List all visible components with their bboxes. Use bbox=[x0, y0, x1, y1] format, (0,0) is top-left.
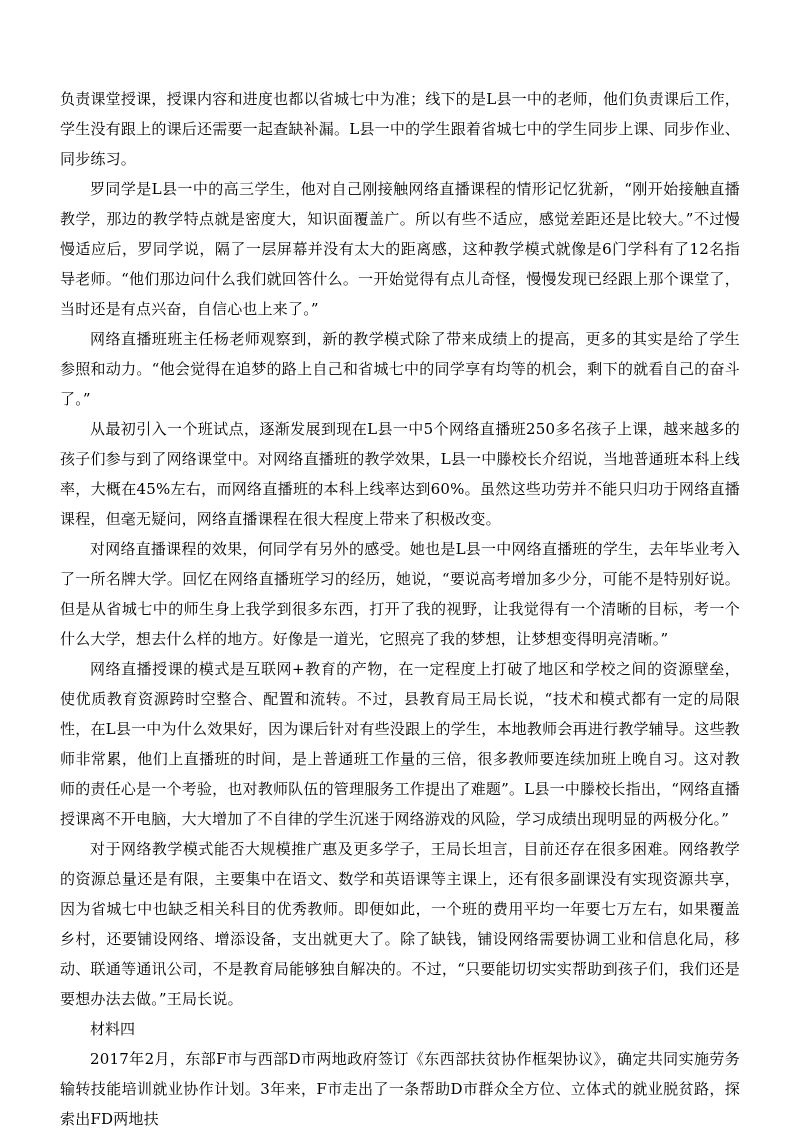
paragraph-luo-student: 罗同学是L县一中的高三学生，他对自己刚接触网络直播课程的情形记忆犹新，“刚开始接触直播教学，那边的教学特点就是密度大，知识面覆盖广。所以有些不适应，感觉差距还是比较大。”不过慢慢适应后，罗同学说，隔了一层屏幕并没有太大的距离感，这种教学模式就像是6门学科有了12名指导老师。“他们那边问什么我们就回答什么。一开始觉得有点儿奇怪，慢慢发现已经跟上那个课堂了，当时还是有点兴奋，自信心也上来了。” bbox=[60, 180, 740, 318]
paragraph-difficulties: 对于网络教学模式能否大规模推广惠及更多学子，王局长坦言，目前还存在很多困难。网络教学的资源总量还是有限，主要集中在语文、数学和英语课等主课上，还有很多副课没有实现资源共享，因为省城七中也缺乏相关科目的优秀教师。即便如此，一个班的费用平均一年要七万左右，如果覆盖乡村，还要铺设网络、增添设备，支出就更大了。除了缺钱，铺设网络需要协调工业和信息化局，移动、联通等通讯公司，不是教育局能够独自解决的。不过，“只要能切切实实帮助到孩子们，我们还是要想办法去做。”王局长说。 bbox=[60, 840, 740, 1008]
paragraph-material-four: 2017年2月，东部F市与西部D市两地政府签订《东西部扶贫协作框架协议》，确定共同实施劳务输转技能培训就业协作计划。3年来，F市走出了一条帮助D市群众全方位、立体式的就业脱贫路，探索出FD两地扶 bbox=[60, 1050, 740, 1128]
paragraph-he-student: 对网络直播课程的效果，何同学有另外的感受。她也是L县一中网络直播班的学生，去年毕业考入了一所名牌大学。回忆在网络直播班学习的经历，她说，“要说高考增加多少分，可能不是特别好说。但是从省城七中的师生身上我学到很多东西，打开了我的视野，让我觉得有一个清晰的目标，考一个什么大学，想去什么样的地方。好像是一道光，它照亮了我的梦想，让梦想变得明亮清晰。” bbox=[60, 540, 740, 648]
paragraph-teacher-yang: 网络直播班班主任杨老师观察到，新的教学模式除了带来成绩上的提高，更多的其实是给了学生参照和动力。“他会觉得在追梦的路上自己和省城七中的同学享有均等的机会，剩下的就看自己的奋斗了。” bbox=[60, 330, 740, 408]
document-page bbox=[60, 84, 740, 1134]
paragraph-internet-education: 网络直播授课的模式是互联网+教育的产物，在一定程度上打破了地区和学校之间的资源壁垒，使优质教育资源跨时空整合、配置和流转。不过，县教育局王局长说，“技术和模式都有一定的局限性，在L县一中为什么效果好，因为课后针对有些没跟上的学生，本地教师会再进行教学辅导。这些教师非常累，他们上直播班的时间，是上普通班工作量的三倍，很多教师要连续加班上晚自习。这对教师的责任心是一个考验，也对教师队伍的管理服务工作提出了难题”。L县一中滕校长指出，“网络直播授课离不开电脑，大大增加了不自律的学生沉迷于网络游戏的风险，学习成绩出现明显的两极分化。” bbox=[60, 660, 740, 828]
paragraph-pilot-expansion: 从最初引入一个班试点，逐渐发展到现在L县一中5个网络直播班250多名孩子上课，越来越多的孩子们参与到了网络课堂中。对网络直播班的教学效果，L县一中滕校长介绍说，当地普通班本科上线率，大概在45%左右，而网络直播班的本科上线率达到60%。虽然这些功劳并不能只归功于网络直播课程，但毫无疑问，网络直播课程在很大程度上带来了积极改变。 bbox=[60, 420, 740, 528]
section-heading: 材料四 bbox=[90, 1020, 136, 1038]
paragraph-continuation: 负责课堂授课，授课内容和进度也都以省城七中为准；线下的是L县一中的老师，他们负责课后工作，学生没有跟上的课后还需要一起查缺补漏。L县一中的学生跟着省城七中的学生同步上课、同步作业、同步练习。 bbox=[60, 90, 740, 168]
